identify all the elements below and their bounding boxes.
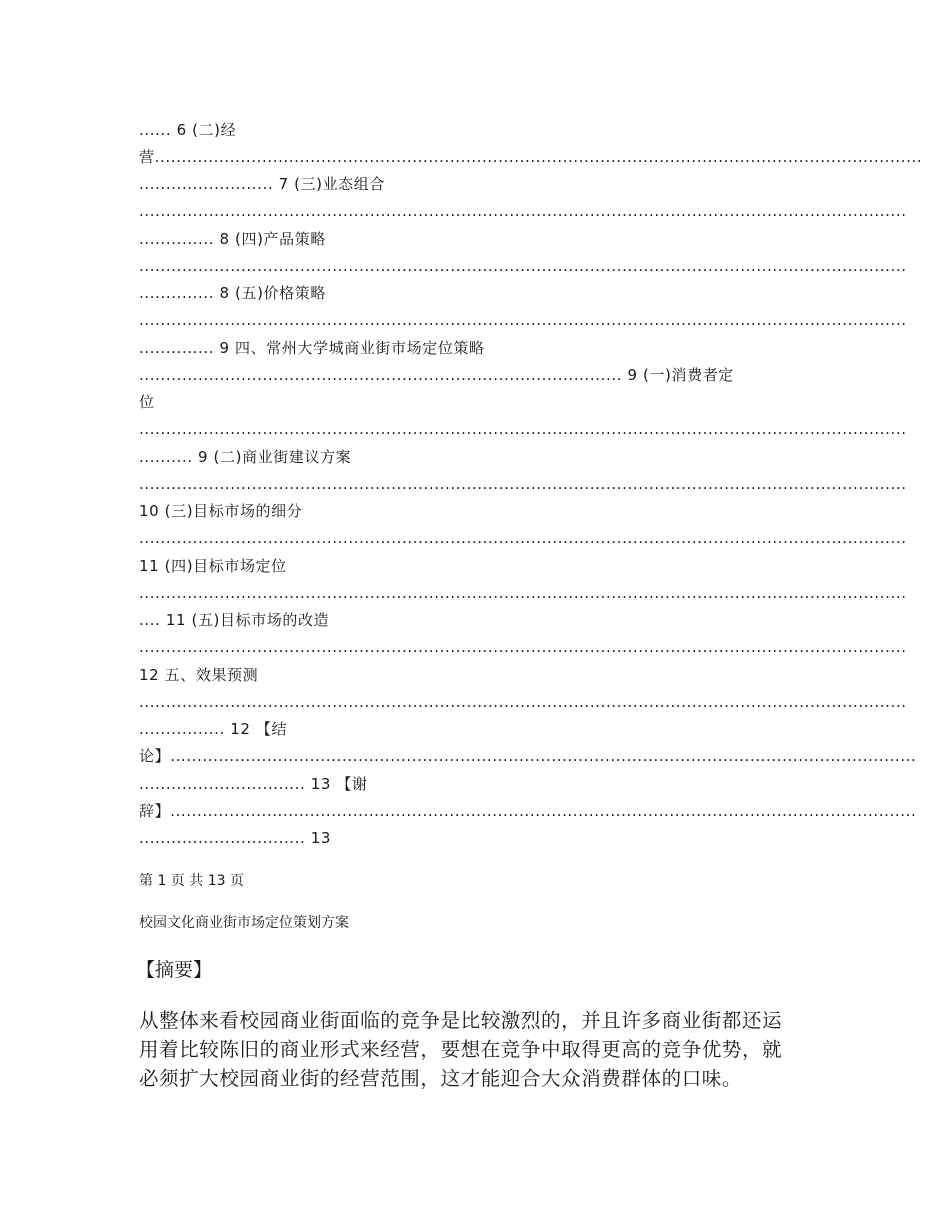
toc-line: .... 11 (五)目标市场的改造 bbox=[139, 611, 330, 629]
abstract-line: 必须扩大校园商业街的经营范围，这才能迎合大众消费群体的口味。 bbox=[139, 1067, 743, 1090]
toc-line: ............................................................................................................................................... bbox=[139, 257, 907, 275]
page-footer: 第 1 页 共 13 页 bbox=[139, 873, 244, 889]
toc-line: ............................................................................................................................................... bbox=[139, 529, 907, 547]
toc-line: 12 五、效果预测 bbox=[139, 666, 259, 684]
toc-line: ............................................................................................................................................... bbox=[139, 202, 907, 220]
toc-line: ............................................................................................................................................... bbox=[139, 420, 907, 438]
toc-line: 位 bbox=[139, 393, 155, 411]
toc-line: ............................... 13 【谢 bbox=[139, 775, 368, 793]
toc-line: ............................... 13 bbox=[139, 829, 332, 847]
toc-line: ................ 12 【结 bbox=[139, 720, 288, 738]
toc-line: ............................................................................................................................................... bbox=[139, 475, 907, 493]
toc-line: 营............................................................................................................................................... bbox=[139, 148, 923, 166]
abstract-line: 从整体来看校园商业街面临的竞争是比较激烈的，并且许多商业街都还运 bbox=[139, 1009, 783, 1032]
toc-line: .............. 8 (四)产品策略 bbox=[139, 230, 326, 248]
toc-line: ......................... 7 (三)业态组合 bbox=[139, 175, 385, 193]
toc-line: .............. 9 四、常州大学城商业街市场定位策略 bbox=[139, 339, 485, 357]
toc-line: 10 (三)目标市场的细分 bbox=[139, 502, 303, 520]
toc-line: 辞】........................................................................................................................................... bbox=[139, 802, 917, 820]
toc-line: ............................................................................................................................................... bbox=[139, 584, 907, 602]
toc-line: .............. 8 (五)价格策略 bbox=[139, 284, 326, 302]
abstract-line: 用着比较陈旧的商业形式来经营，要想在竞争中取得更高的竞争优势，就 bbox=[139, 1038, 783, 1061]
abstract-paragraph bbox=[139, 1006, 811, 1093]
toc-line: .......................................................................................... 9 (一)消费者定 bbox=[139, 366, 734, 384]
toc-line: 论】........................................................................................................................................... bbox=[139, 747, 917, 765]
toc-line: ............................................................................................................................................... bbox=[139, 638, 907, 656]
toc-line: ...... 6 (二)经 bbox=[139, 121, 237, 139]
document-title: 校园文化商业街市场定位策划方案 bbox=[139, 915, 349, 931]
toc-line: 11 (四)目标市场定位 bbox=[139, 557, 287, 575]
toc-line: ............................................................................................................................................... bbox=[139, 693, 907, 711]
toc-line: .......... 9 (二)商业街建议方案 bbox=[139, 448, 352, 466]
toc-line: ............................................................................................................................................... bbox=[139, 311, 907, 329]
abstract-heading: 【摘要】 bbox=[136, 959, 213, 981]
